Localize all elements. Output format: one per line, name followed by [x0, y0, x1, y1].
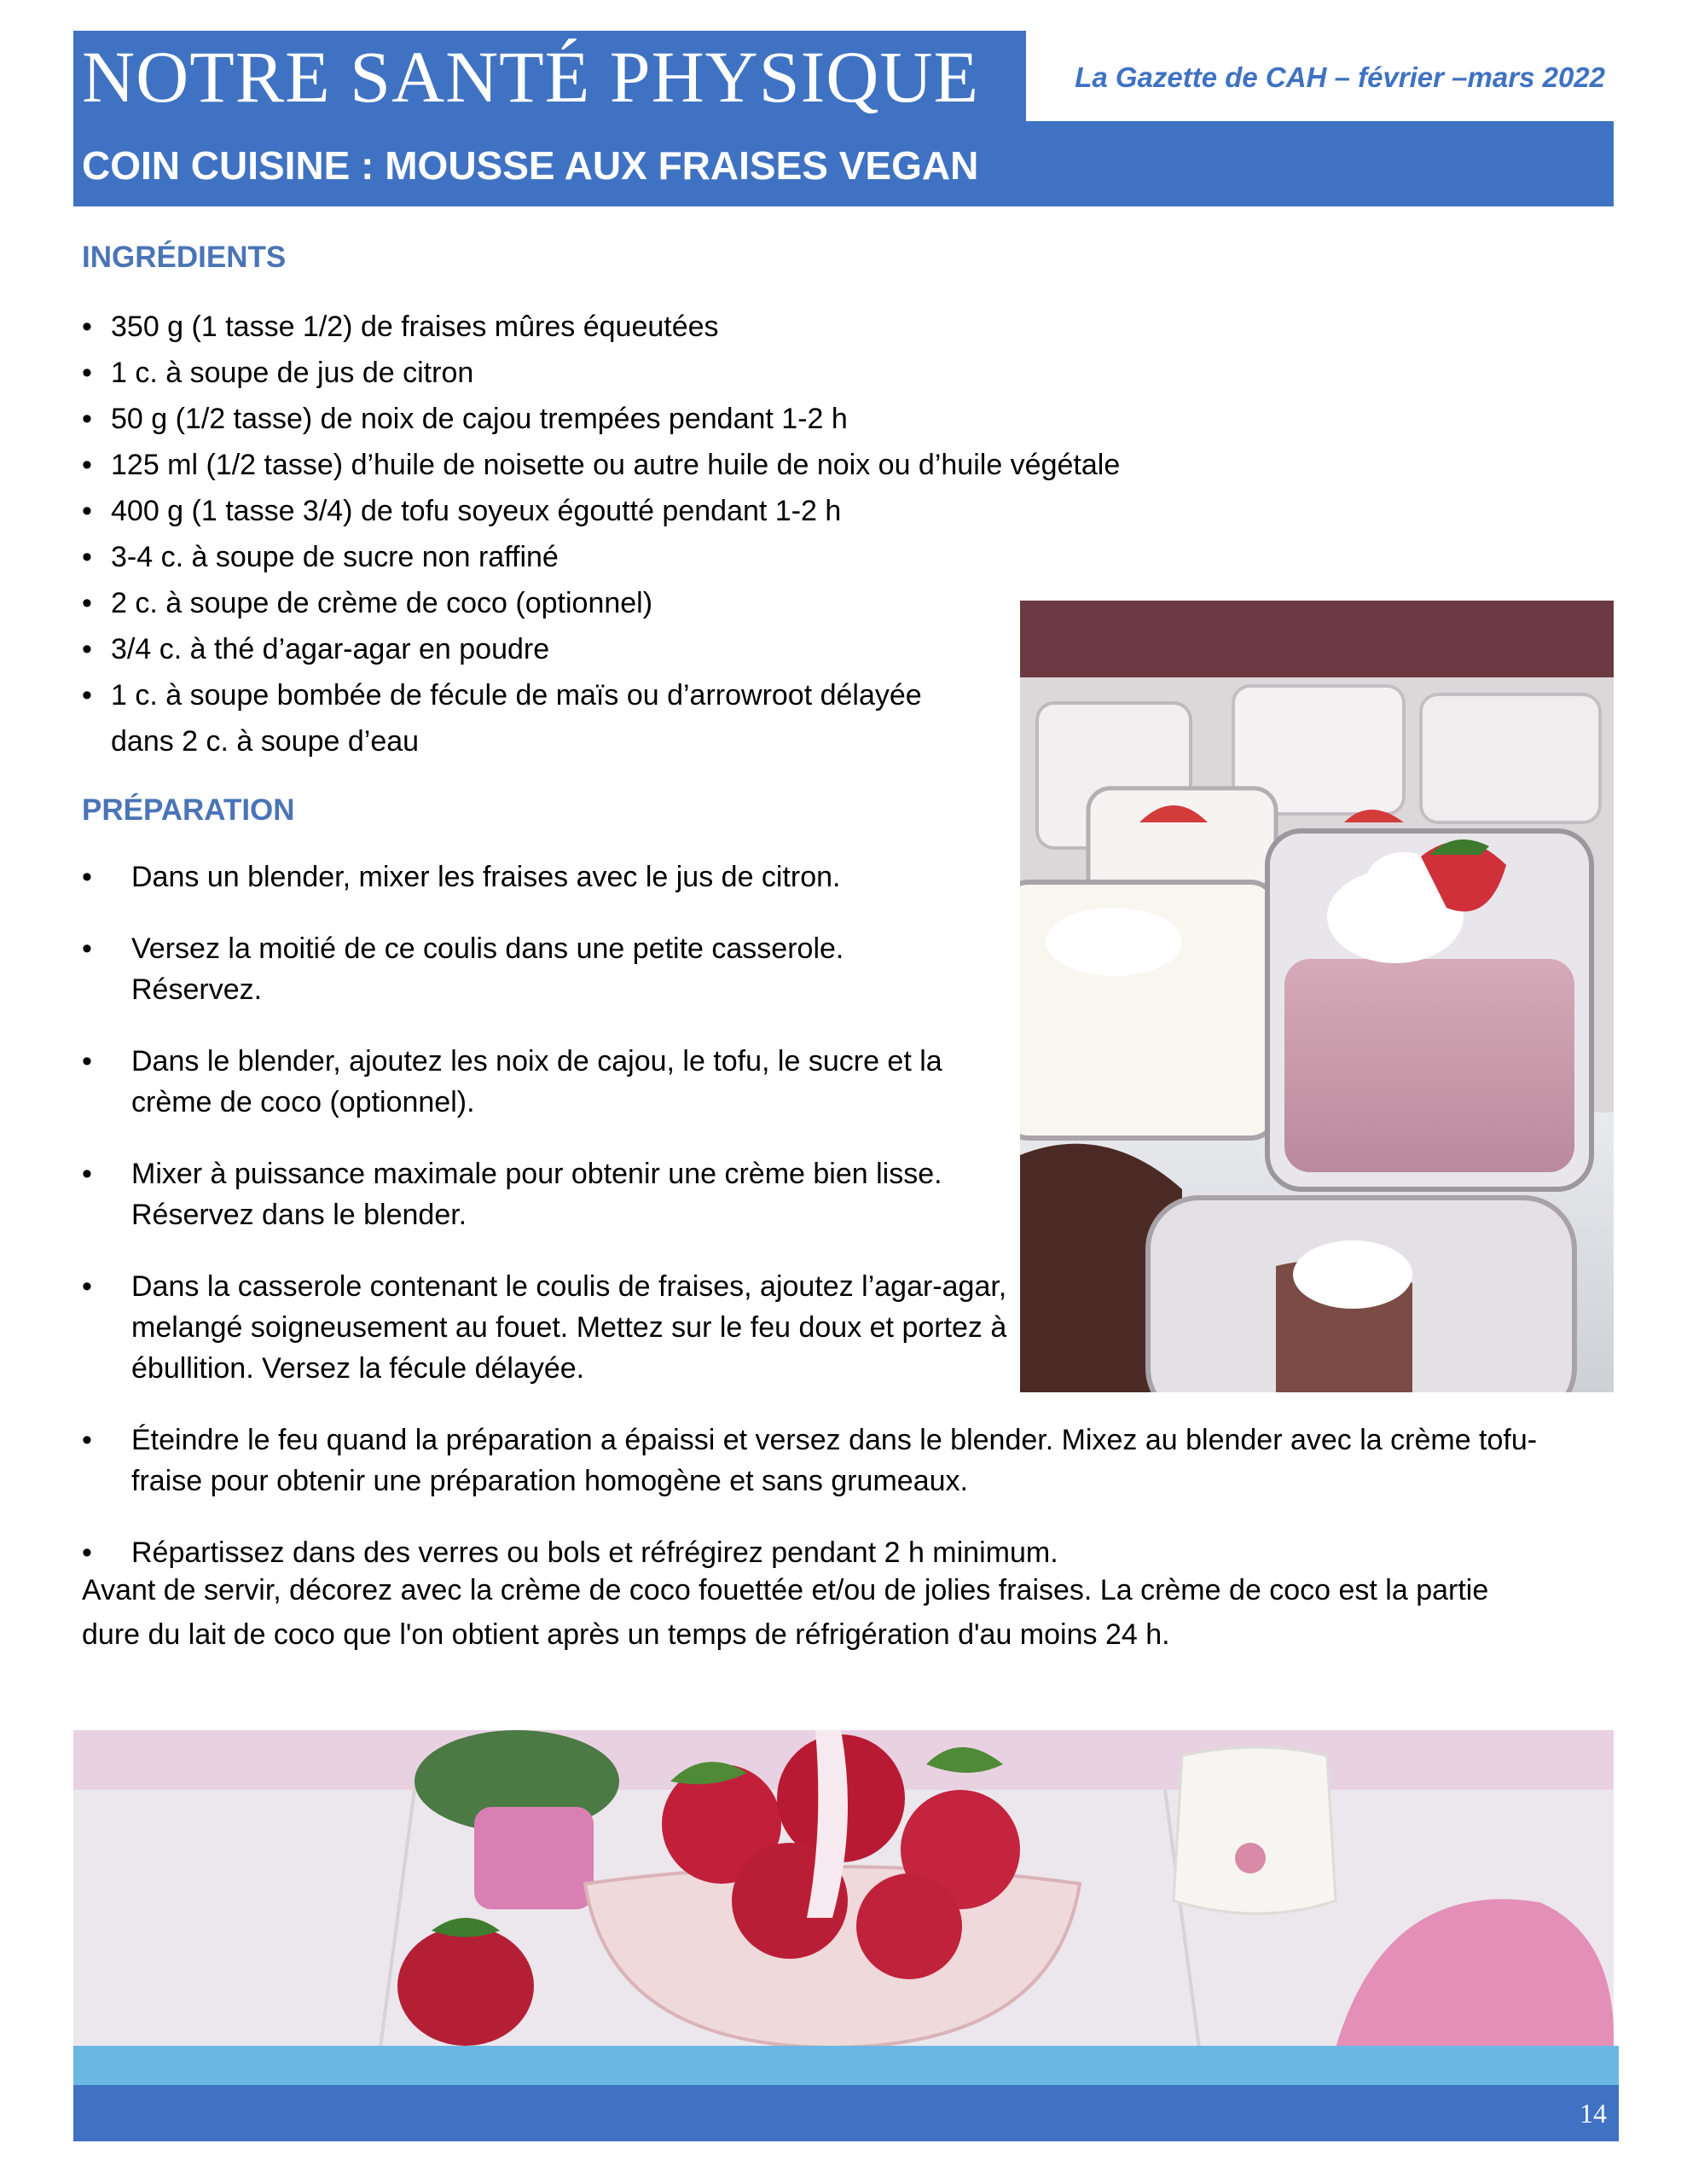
serving-note: Avant de servir, décorez avec la crème de coco fouettée et/ou de jolies fraises. La crème de coco est la partie dure du lait de coco que l'on obtient après un temps de réfrigération d'au moins 24 h.: [82, 1574, 1489, 1651]
list-item: • 3-4 c. à soupe de sucre non raffiné: [82, 534, 1225, 580]
list-item: • Répartissez dans des verres ou bols et réfrégirez pendant 2 h minimum.: [82, 1532, 1566, 1573]
list-item: • Éteindre le feu quand la préparation a épaissi et versez dans le blender. Mixez au blender avec la crème tofu-fraise pour obtenir une préparation homogène et sans grumeaux.: [82, 1420, 1566, 1502]
list-item: • Versez la moitié de ce coulis dans une petite casserole. Réservez.: [82, 928, 935, 1010]
page-number: 14: [1580, 2098, 1607, 2129]
list-item: • 350 g (1 tasse 1/2) de fraises mûres équeutées: [82, 304, 1225, 350]
list-item: • Mixer à puissance maximale pour obtenir une crème bien lisse. Réservez dans le blender.: [82, 1153, 1003, 1235]
list-item: • 3/4 c. à thé d’agar-agar en poudre: [82, 626, 1225, 672]
list-item: • Dans la casserole contenant le coulis de fraises, ajoutez l’agar-agar, melangé soigneusement au fouet. Mettez sur le feu doux et portez à ébullition. Versez la fécule délayée.: [82, 1266, 1020, 1389]
preparation-heading: PRÉPARATION: [82, 793, 295, 827]
ingredients-heading: INGRÉDIENTS: [82, 241, 287, 274]
section-subtitle: COIN CUISINE : MOUSSE AUX FRAISES VEGAN: [73, 125, 1614, 206]
list-item: • Dans le blender, ajoutez les noix de cajou, le tofu, le sucre et la crème de coco (optionnel).: [82, 1041, 969, 1123]
list-item: • 125 ml (1/2 tasse) d’huile de noisette ou autre huile de noix ou d’huile végétale: [82, 442, 1225, 488]
strawberry-bowl-photo: [73, 1730, 1614, 2048]
list-item: • 1 c. à soupe bombée de fécule de maïs ou d’arrowroot délayée dans 2 c. à soupe d’eau: [82, 672, 969, 764]
list-item: • 1 c. à soupe de jus de citron: [82, 350, 1225, 396]
footer-band-dark: [73, 2085, 1619, 2141]
list-item: • 400 g (1 tasse 3/4) de tofu soyeux égoutté pendant 1-2 h: [82, 488, 1225, 534]
list-item: • Dans un blender, mixer les fraises avec le jus de citron.: [82, 857, 1046, 897]
gazette-issue: La Gazette de CAH – février –mars 2022: [1075, 61, 1605, 93]
list-item: • 50 g (1/2 tasse) de noix de cajou trempées pendant 1-2 h: [82, 396, 1225, 442]
mousse-glasses-photo: [1020, 601, 1614, 1392]
footer-band-light: [73, 2046, 1619, 2085]
list-item: • 2 c. à soupe de crème de coco (optionnel): [82, 580, 1225, 626]
page-title: NOTRE SANTÉ PHYSIQUE: [73, 31, 1026, 123]
